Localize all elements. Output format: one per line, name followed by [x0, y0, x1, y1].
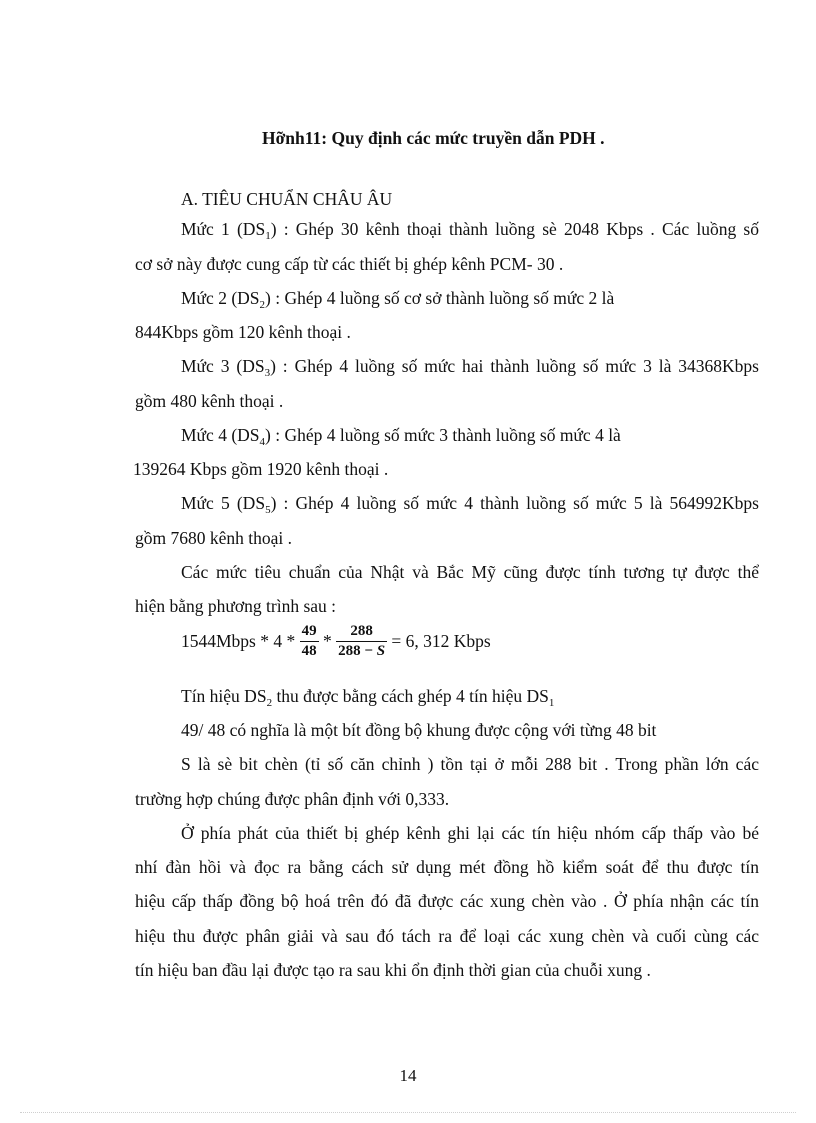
page-bottom-divider	[20, 1112, 796, 1113]
ratio-explanation: 49/ 48 có nghĩa là một bít đồng bộ khung được cộng với từng 48 bit	[181, 720, 657, 740]
final-para-line-2: nhí đàn hồi và đọc ra bằng cách sử dụng mét đồng hồ kiểm soát để thu được tín	[135, 857, 759, 877]
page-number: 14	[399, 1066, 417, 1085]
level-1-continuation: cơ sở này được cung cấp từ các thiết bị ghép kênh PCM- 30 .	[135, 254, 564, 274]
fraction-1-numerator: 49	[301, 623, 317, 640]
level-1-text: ) : Ghép 30 kênh thoại thành luồng sè 2048 Kbps . Các luồng số	[270, 219, 759, 239]
level-1-prefix: Mức 1 (DS	[181, 219, 266, 239]
ds2-sub-b: 1	[548, 697, 555, 709]
equation-lhs: 1544Mbps * 4 *	[181, 631, 296, 652]
ds2-text-a: Tín hiệu DS	[181, 686, 267, 706]
level-1-sub: 1	[265, 230, 271, 242]
ds2-sub-a: 2	[266, 697, 273, 709]
figure-title: Hỡnh11: Quy định các mức truyền dẫn PDH .	[262, 128, 605, 148]
level-3-text: ) : Ghép 4 luồng số mức hai thành luồng số mức 3 là 34368Kbps	[270, 356, 759, 376]
level-2-line	[181, 287, 614, 309]
fraction-1-denominator: 48	[301, 643, 317, 660]
ds2-line	[181, 685, 554, 707]
other-standards-line-2: hiện bằng phương trình sau :	[135, 596, 337, 616]
level-3-prefix: Mức 3 (DS	[181, 356, 265, 376]
ds2-text-b: thu được bằng cách ghép 4 tín hiệu DS	[272, 686, 549, 706]
fraction-2-denominator-var: S	[376, 643, 386, 659]
final-para-line-1: Ở phía phát của thiết bị ghép kênh ghi lại các tín hiệu nhóm cấp thấp vào bé	[181, 823, 759, 843]
fraction-2-denominator-const: 288 −	[338, 643, 377, 660]
level-3-continuation: gồm 480 kênh thoại .	[135, 391, 284, 411]
equation	[181, 624, 491, 659]
level-3-line	[181, 355, 759, 377]
level-5-prefix: Mức 5 (DS	[181, 493, 266, 513]
level-3-sub: 3	[264, 367, 271, 379]
level-1-line	[181, 218, 759, 240]
final-para-line-4: hiệu thu được phân giải và sau đó tách ra để loại các xung chèn và cuối cùng các	[135, 926, 759, 946]
level-2-prefix: Mức 2 (DS	[181, 288, 260, 308]
level-5-line	[181, 492, 759, 514]
equation-rhs: = 6, 312 Kbps	[391, 631, 491, 652]
fraction-2-denominator	[336, 641, 387, 659]
other-standards-line-1: Các mức tiêu chuẩn của Nhật và Bắc Mỹ cũng được tính tương tự được thể	[181, 562, 759, 582]
level-4-prefix: Mức 4 (DS	[181, 425, 260, 445]
level-4-text: ) : Ghép 4 luồng số mức 3 thành luồng số mức 4 là	[265, 425, 621, 445]
final-para-line-3: hiệu cấp thấp đồng bộ hoá trên đó đã được các xung chèn vào . Ở phía nhận các tín	[135, 891, 759, 911]
level-4-sub: 4	[259, 436, 266, 448]
fraction-49-48	[300, 624, 319, 659]
fraction-2-numerator: 288	[350, 623, 373, 639]
s-definition-line-2: trường hợp chúng được phân định với 0,333.	[135, 789, 450, 809]
level-4-line	[181, 424, 621, 446]
level-4-continuation: 139264 Kbps gồm 1920 kênh thoại .	[133, 459, 389, 479]
final-para-line-5: tín hiệu ban đầu lại được tạo ra sau khi ổn định thời gian của chuỗi xung .	[135, 960, 651, 980]
equation-multiply: *	[323, 631, 332, 652]
s-definition-line-1: S là sè bit chèn (tỉ số căn chỉnh ) tồn tại ở mỗi 288 bit . Trong phần lớn các	[181, 754, 759, 774]
fraction-288	[336, 624, 387, 659]
level-5-text: ) : Ghép 4 luồng số mức 4 thành luồng số mức 5 là 564992Kbps	[270, 493, 759, 513]
level-2-text: ) : Ghép 4 luồng số cơ sở thành luồng số mức 2 là	[265, 288, 615, 308]
level-5-sub: 5	[265, 504, 271, 516]
level-2-continuation: 844Kbps gồm 120 kênh thoại .	[135, 322, 351, 342]
level-5-continuation: gồm 7680 kênh thoại .	[135, 528, 292, 548]
section-heading: A. TIÊU CHUẨN CHÂU ÂU	[181, 189, 393, 209]
level-2-sub: 2	[259, 299, 266, 311]
